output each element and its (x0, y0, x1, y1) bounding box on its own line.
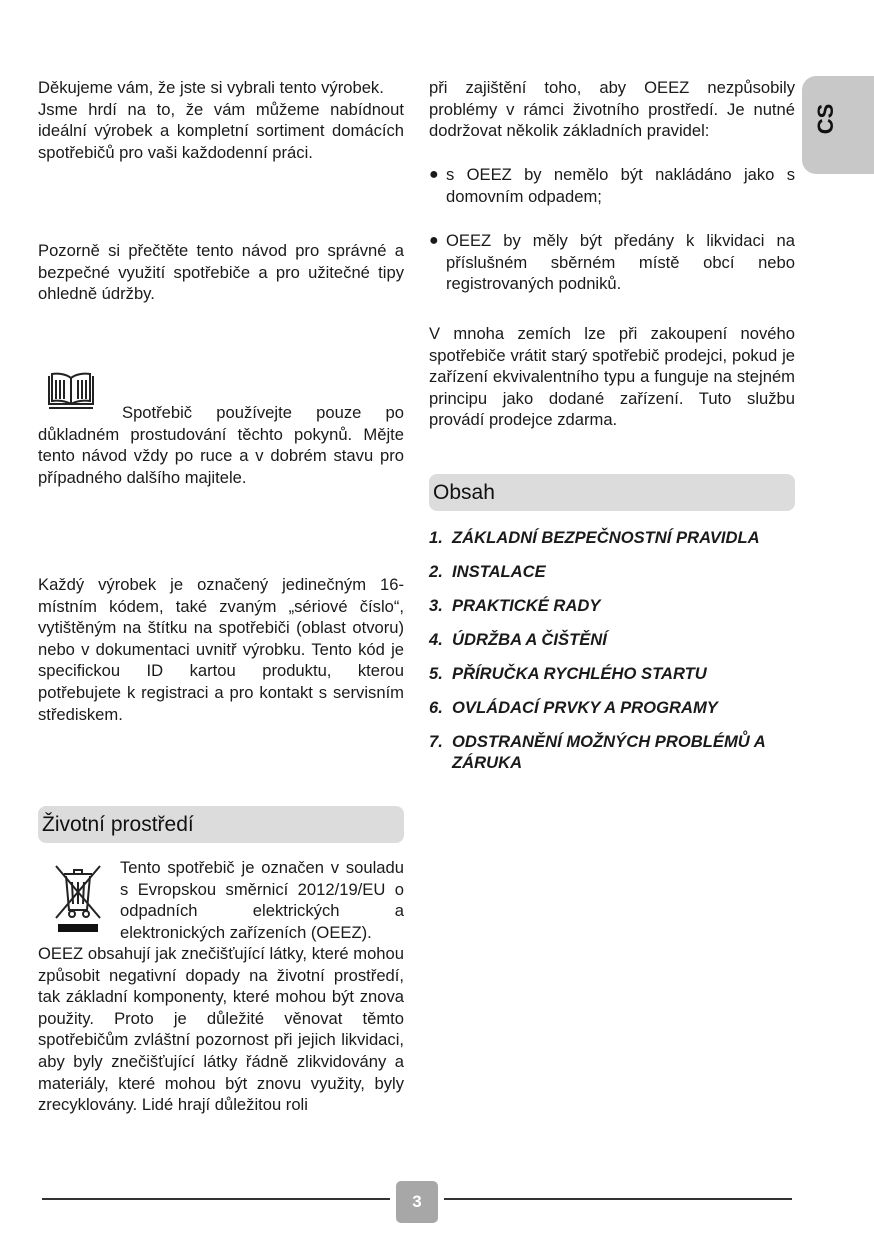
toc-item-label: PŘÍRUČKA RYCHLÉHO STARTU (452, 664, 707, 683)
proud-paragraph: Jsme hrdí na to, že vám můžeme nabídnout ideální výrobek a kompletní sortiment domácích spotřebičů pro vaši každodenní práci. (38, 99, 404, 162)
toc-item-label: INSTALACE (452, 562, 546, 581)
toc-item[interactable]: 7. ODSTRANĚNÍ MOŽNÝCH PROBLÉMŮ A ZÁRUKA (429, 731, 795, 773)
footer-rule-left (42, 1198, 390, 1200)
toc-item-label: ÚDRŽBA A ČIŠTĚNÍ (452, 630, 607, 649)
environment-heading: Životní prostředí (38, 806, 404, 843)
instructions-paragraph: Spotřebič používejte pouze po důkladném prostudování těchto pokynů. Mějte tento návod vždy po ruce a v dobrém stavu pro případného dalšího majitele. (38, 403, 404, 487)
serial-block (38, 574, 404, 725)
bullet-dot-icon: ● (429, 166, 439, 183)
toc-item[interactable]: 4. ÚDRŽBA A ČIŠTĚNÍ (429, 629, 795, 663)
toc-item-label: PRAKTICKÉ RADY (452, 596, 601, 615)
oeez-block (38, 943, 404, 1116)
page-number: 3 (396, 1181, 438, 1223)
serial-paragraph: Každý výrobek je označený jedinečným 16-místním kódem, také zvaným „sériové číslo“, vytištěným na štítku na spotřebiči (oblast otvoru) nebo v dokumentaci uvnitř výrobku. Tento kód je specifickou ID kartou produktu, kterou potřebujete k registraci a pro kontakt s servisním střediskem. (38, 575, 404, 724)
read-carefully-block (38, 240, 404, 305)
bullet-text: s OEEZ by nemělo být nakládáno jako s domovním odpadem; (446, 165, 795, 206)
weee-directive-paragraph: Tento spotřebič je označen v souladu s Evropskou směrnicí 2012/19/EU o odpadních elektrických a elektronických zařízeních (OEEZ). (120, 858, 404, 942)
toc-item[interactable]: 2. INSTALACE (429, 561, 795, 595)
crossed-bin-icon (50, 860, 106, 934)
language-tab[interactable] (802, 76, 874, 174)
language-tab-label: CS (813, 103, 838, 135)
read-carefully-paragraph: Pozorně si přečtěte tento návod pro správné a bezpečné využití spotřebiče a pro užitečné tipy ohledně údržby. (38, 241, 404, 304)
bullet-dot-icon: ● (429, 232, 439, 249)
rules-intro-paragraph: při zajištění toho, aby OEEZ nezpůsobily problémy v rámci životního prostředí. Je nutné dodržovat několik základních pravidel: (429, 78, 795, 141)
takeback-block (429, 323, 795, 431)
footer-rule-right (444, 1198, 792, 1200)
table-of-contents (429, 527, 795, 773)
right-column (429, 77, 795, 142)
weee-directive-block (120, 857, 404, 943)
bullet-text: OEEZ by měly být předány k likvidaci na příslušném sběrném místě obcí nebo registrovaných podniků. (446, 231, 795, 294)
toc-item[interactable]: 5. PŘÍRUČKA RYCHLÉHO STARTU (429, 663, 795, 697)
toc-item[interactable]: 1. ZÁKLADNÍ BEZPEČNOSTNÍ PRAVIDLA (429, 527, 795, 561)
toc-item[interactable]: 3. PRAKTICKÉ RADY (429, 595, 795, 629)
toc-item[interactable]: 6. OVLÁDACÍ PRVKY A PROGRAMY (429, 697, 795, 731)
bullet-household-waste (429, 164, 795, 207)
contents-heading: Obsah (429, 474, 795, 511)
bullet-collection-point (429, 230, 795, 295)
left-column (38, 77, 404, 163)
thanks-paragraph: Děkujeme vám, že jste si vybrali tento výrobek. (38, 78, 384, 97)
oeez-paragraph: OEEZ obsahují jak znečišťující látky, které mohou způsobit negativní dopady na životní prostředí, tak základní komponenty, které mohou být znova použity. Proto je důležité věnovat těmto spotřebičům zvláštní pozornost při jejich likvidaci, aby byly znečišťující látky řádně zlikvidovány a materiály, které mohou být znovu využity, byly zrecyklovány. Lidé hrají důležitou roli (38, 944, 404, 1115)
toc-item-label: ZÁKLADNÍ BEZPEČNOSTNÍ PRAVIDLA (452, 528, 760, 547)
toc-item-label: OVLÁDACÍ PRVKY A PROGRAMY (452, 698, 718, 717)
toc-item-label: ODSTRANĚNÍ MOŽNÝCH PROBLÉMŮ A ZÁRUKA (452, 732, 766, 772)
takeback-paragraph: V mnoha zemích lze při zakoupení nového spotřebiče vrátit starý spotřebič prodejci, pokud je zařízení ekvivalentního typu a funguje na stejném principu jako dodané zařízení. Tuto službu provádí prodejce zdarma. (429, 324, 795, 430)
instructions-block (38, 402, 404, 488)
